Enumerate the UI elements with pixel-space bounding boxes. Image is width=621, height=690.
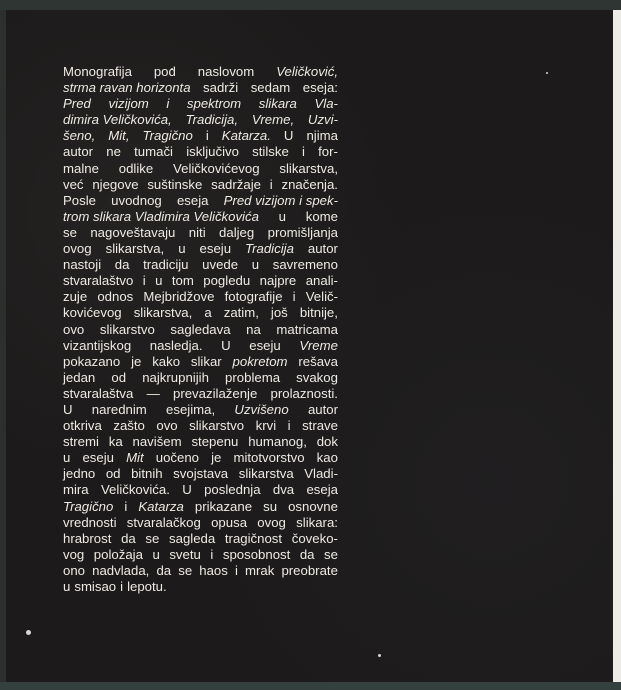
description-paragraph bbox=[63, 64, 338, 595]
word: stvaralaštva bbox=[63, 385, 134, 401]
italic-title-word: Vreme bbox=[299, 337, 338, 353]
word: kao bbox=[316, 450, 338, 466]
word: prolaznosti. bbox=[270, 385, 338, 401]
text-line bbox=[63, 450, 338, 466]
text-line bbox=[63, 482, 338, 498]
word: Vladi- bbox=[304, 466, 338, 482]
word: U bbox=[182, 482, 192, 498]
word: for- bbox=[318, 144, 338, 160]
word: otkriva bbox=[63, 418, 102, 434]
text-line bbox=[63, 563, 338, 579]
word: uvodnog bbox=[111, 192, 162, 208]
word: sedam bbox=[250, 80, 291, 96]
word: tumači bbox=[134, 144, 173, 160]
word: ovo bbox=[156, 418, 178, 434]
word: ono bbox=[63, 562, 86, 578]
word: suštinske bbox=[147, 176, 203, 192]
word: slikara: bbox=[296, 514, 338, 530]
word: smisao bbox=[74, 579, 117, 594]
text-line bbox=[63, 547, 338, 563]
word: su bbox=[263, 498, 278, 514]
word: i bbox=[292, 289, 296, 305]
word: tradiciju bbox=[143, 257, 189, 273]
word: ka bbox=[108, 434, 123, 450]
word: narednim bbox=[91, 401, 147, 417]
text-line bbox=[63, 96, 338, 112]
word: jedno bbox=[63, 466, 96, 482]
text-line bbox=[63, 80, 338, 96]
word: hrabrost bbox=[63, 530, 112, 546]
word: opusa bbox=[211, 514, 248, 530]
text-line bbox=[63, 466, 338, 482]
word: sadržaje bbox=[211, 176, 261, 192]
word: u bbox=[63, 579, 71, 594]
text-line bbox=[63, 225, 338, 241]
word: vizantijskog bbox=[63, 337, 132, 353]
word: eseju bbox=[199, 241, 232, 257]
word: slikarstvo bbox=[99, 321, 155, 337]
dust-speck bbox=[26, 630, 31, 635]
word: svojstava bbox=[173, 466, 229, 482]
word: Monografija bbox=[63, 64, 132, 79]
italic-title-word: i bbox=[166, 96, 170, 112]
word: kovićevog bbox=[63, 305, 122, 321]
word: eseja bbox=[176, 192, 209, 208]
word: zuje bbox=[63, 289, 88, 305]
word: malne bbox=[63, 160, 99, 176]
word: pogledu bbox=[203, 273, 251, 289]
word: Mejbridžove bbox=[143, 289, 215, 305]
word: lepotu. bbox=[127, 579, 167, 594]
word: promišljanja bbox=[267, 224, 338, 240]
word: niti bbox=[188, 224, 206, 240]
word: slikarstvo bbox=[189, 418, 245, 434]
word: stilske bbox=[252, 144, 289, 160]
word: stvaralaštvo bbox=[63, 273, 134, 289]
text-line bbox=[63, 354, 338, 370]
word: Posle bbox=[63, 192, 96, 208]
italic-title-word: spektrom bbox=[186, 96, 242, 112]
dust-speck bbox=[546, 72, 548, 74]
word: se bbox=[324, 546, 338, 562]
text-line bbox=[63, 402, 338, 418]
word: već bbox=[63, 176, 84, 192]
word: slikarstva, bbox=[105, 241, 165, 257]
italic-title-word: Pred vizijom i spek- bbox=[223, 192, 338, 208]
word: zatim, bbox=[223, 305, 259, 321]
word: ovo bbox=[63, 321, 85, 337]
word: eseja bbox=[306, 482, 338, 498]
text-line bbox=[63, 305, 338, 321]
word: fotografije bbox=[224, 289, 283, 305]
word: eseju bbox=[82, 450, 114, 466]
word: dva bbox=[272, 482, 295, 498]
word: slikarstva, bbox=[133, 305, 193, 321]
italic-title-word: slikara bbox=[258, 96, 297, 112]
text-line bbox=[63, 161, 338, 177]
word: dok bbox=[316, 434, 338, 450]
word: sagleda bbox=[169, 530, 216, 546]
word: u bbox=[63, 450, 71, 466]
word: nagoveštavaju bbox=[90, 224, 176, 240]
word: daljeg bbox=[219, 224, 255, 240]
word: U bbox=[283, 128, 294, 144]
word: značenja. bbox=[281, 176, 338, 192]
word: kome bbox=[305, 208, 338, 224]
word: anali- bbox=[305, 273, 338, 289]
word: čoveko- bbox=[291, 530, 338, 546]
word: nastoji bbox=[63, 257, 102, 273]
word: tom bbox=[171, 273, 194, 289]
word: u bbox=[251, 257, 260, 273]
word: se bbox=[63, 224, 77, 240]
word: bitnih bbox=[131, 466, 163, 482]
text-line bbox=[63, 531, 338, 547]
italic-title-word: Uzvi- bbox=[307, 112, 338, 128]
italic-title-word: Katarza bbox=[138, 498, 184, 514]
italic-title-word: Pred bbox=[63, 96, 91, 112]
word: ovog bbox=[63, 241, 92, 257]
word: tragičnost bbox=[224, 530, 283, 546]
word: isključivo bbox=[186, 144, 239, 160]
italic-title-word: Katarza. bbox=[221, 128, 271, 144]
word: sadrži bbox=[203, 80, 239, 96]
word: pod bbox=[153, 64, 176, 79]
word: da bbox=[156, 562, 172, 578]
word: a bbox=[204, 305, 212, 321]
word: U bbox=[221, 337, 231, 353]
word: uočeno bbox=[155, 450, 200, 466]
word: prevazilaženje bbox=[173, 385, 258, 401]
italic-title-word: šeno, bbox=[63, 128, 96, 144]
italic-title-word: Veličković, bbox=[276, 64, 338, 79]
word: u bbox=[178, 241, 186, 257]
scan-top-edge bbox=[0, 0, 621, 10]
word: prikazane bbox=[194, 498, 253, 514]
word: jedan bbox=[63, 369, 96, 385]
word: pokazano bbox=[63, 353, 121, 369]
word: Velič- bbox=[305, 289, 338, 305]
word: na bbox=[246, 321, 261, 337]
word: da bbox=[121, 530, 136, 546]
word: i bbox=[302, 144, 305, 160]
word: i bbox=[287, 418, 291, 434]
italic-title-word: Mit, bbox=[108, 128, 130, 144]
word: U bbox=[63, 401, 73, 417]
word: preobrate bbox=[281, 562, 338, 578]
word: rešava bbox=[298, 353, 338, 369]
word: još bbox=[270, 305, 288, 321]
word: u bbox=[155, 273, 163, 289]
word: naslovom bbox=[197, 64, 255, 79]
word: slikarstva, bbox=[279, 160, 338, 176]
word: haos bbox=[199, 562, 228, 578]
word: odlike bbox=[118, 160, 154, 176]
word: i bbox=[234, 562, 238, 578]
dust-speck bbox=[378, 654, 381, 657]
text-line bbox=[63, 209, 338, 225]
word: problema bbox=[225, 369, 281, 385]
word: da bbox=[114, 257, 130, 273]
text-line bbox=[63, 418, 338, 434]
text-line bbox=[63, 322, 338, 338]
word: autor bbox=[307, 241, 338, 257]
word: navišem bbox=[132, 434, 182, 450]
word: kako bbox=[152, 353, 181, 369]
word: sagledava bbox=[170, 321, 231, 337]
italic-title-word: Vreme, bbox=[251, 112, 295, 128]
text-line bbox=[63, 128, 338, 144]
text-line bbox=[63, 338, 338, 354]
word: — bbox=[146, 385, 160, 401]
text-line bbox=[63, 386, 338, 402]
word: nadvlada, bbox=[92, 562, 150, 578]
word: je bbox=[131, 353, 142, 369]
word: i bbox=[124, 498, 128, 514]
word: i bbox=[269, 176, 273, 192]
word: položaja bbox=[93, 546, 143, 562]
word: eseju bbox=[249, 337, 281, 353]
word: autor bbox=[307, 401, 338, 417]
word: najkrupnijih bbox=[142, 369, 209, 385]
word: uvede bbox=[202, 257, 239, 273]
italic-title-word: dimira Veličkovića, bbox=[63, 112, 172, 128]
italic-title-word: trom slikara Vladimira Veličkovića bbox=[63, 208, 259, 224]
word: sposobnost bbox=[222, 546, 291, 562]
text-line bbox=[63, 273, 338, 289]
word: odnos bbox=[97, 289, 134, 305]
word: stremi bbox=[63, 434, 99, 450]
word: u bbox=[152, 546, 160, 562]
word: poslednja bbox=[204, 482, 261, 498]
text-line bbox=[63, 515, 338, 531]
word: svetu bbox=[169, 546, 201, 562]
word: eseja: bbox=[302, 80, 338, 96]
word: zašto bbox=[113, 418, 145, 434]
italic-title-word: Tragično bbox=[63, 498, 114, 514]
text-line bbox=[63, 370, 338, 386]
italic-title-word: Vla- bbox=[314, 96, 338, 112]
word: je bbox=[211, 450, 222, 466]
word: Veličkovićevog bbox=[173, 160, 260, 176]
text-line bbox=[63, 64, 338, 80]
text-line bbox=[63, 289, 338, 305]
scan-bottom-edge bbox=[0, 682, 621, 690]
word: da bbox=[299, 546, 315, 562]
word: ne bbox=[106, 144, 121, 160]
word: stepenu bbox=[191, 434, 239, 450]
word: osnovne bbox=[288, 498, 338, 514]
text-line bbox=[63, 144, 338, 160]
word: stvaralačkog bbox=[126, 514, 201, 530]
word: savremeno bbox=[272, 257, 338, 273]
italic-title-word: Tradicija bbox=[245, 241, 294, 257]
italic-title-word: Mit bbox=[126, 450, 144, 466]
word: mrak bbox=[245, 562, 275, 578]
word: ovog bbox=[257, 514, 286, 530]
text-line bbox=[63, 112, 338, 128]
italic-title-word: Tragično bbox=[142, 128, 193, 144]
word: i bbox=[120, 579, 124, 594]
word: svakog bbox=[296, 369, 338, 385]
word: u bbox=[278, 208, 286, 224]
word: krvi bbox=[255, 418, 277, 434]
word: humanog, bbox=[248, 434, 307, 450]
word: vog bbox=[63, 546, 85, 562]
italic-title-word: Uzvišeno bbox=[234, 401, 289, 417]
word: mitotvorstvo bbox=[233, 450, 305, 466]
word: strave bbox=[302, 418, 338, 434]
word: slikarstva bbox=[238, 466, 294, 482]
word: nasledja. bbox=[149, 337, 203, 353]
italic-title-word: vizijom bbox=[108, 96, 149, 112]
text-line bbox=[63, 177, 338, 193]
word: i bbox=[142, 273, 146, 289]
word: esejima, bbox=[166, 401, 216, 417]
text-line bbox=[63, 241, 338, 257]
word: matricama bbox=[276, 321, 338, 337]
italic-title-word: Tradicija, bbox=[185, 112, 239, 128]
word: njegove bbox=[92, 176, 139, 192]
word: i bbox=[210, 546, 214, 562]
word: i bbox=[205, 128, 209, 144]
text-line bbox=[63, 193, 338, 209]
italic-title-word: pokretom bbox=[232, 353, 288, 369]
text-line bbox=[63, 499, 338, 515]
text-line bbox=[63, 434, 338, 450]
word: vrednosti bbox=[63, 514, 117, 530]
word: najpre bbox=[259, 273, 297, 289]
page-edge-strip bbox=[613, 10, 621, 682]
word: njima bbox=[306, 128, 338, 144]
word: slikar bbox=[190, 353, 222, 369]
word: se bbox=[178, 562, 193, 578]
word: mira bbox=[63, 482, 89, 498]
word: bitnije, bbox=[299, 305, 338, 321]
word: autor bbox=[63, 144, 94, 160]
word: od bbox=[111, 369, 127, 385]
word: se bbox=[145, 530, 160, 546]
text-line bbox=[63, 257, 338, 273]
word: Veličkovića. bbox=[100, 482, 170, 498]
italic-title-word: strma ravan horizonta bbox=[63, 80, 191, 96]
text-line bbox=[63, 579, 338, 595]
word: od bbox=[105, 466, 121, 482]
